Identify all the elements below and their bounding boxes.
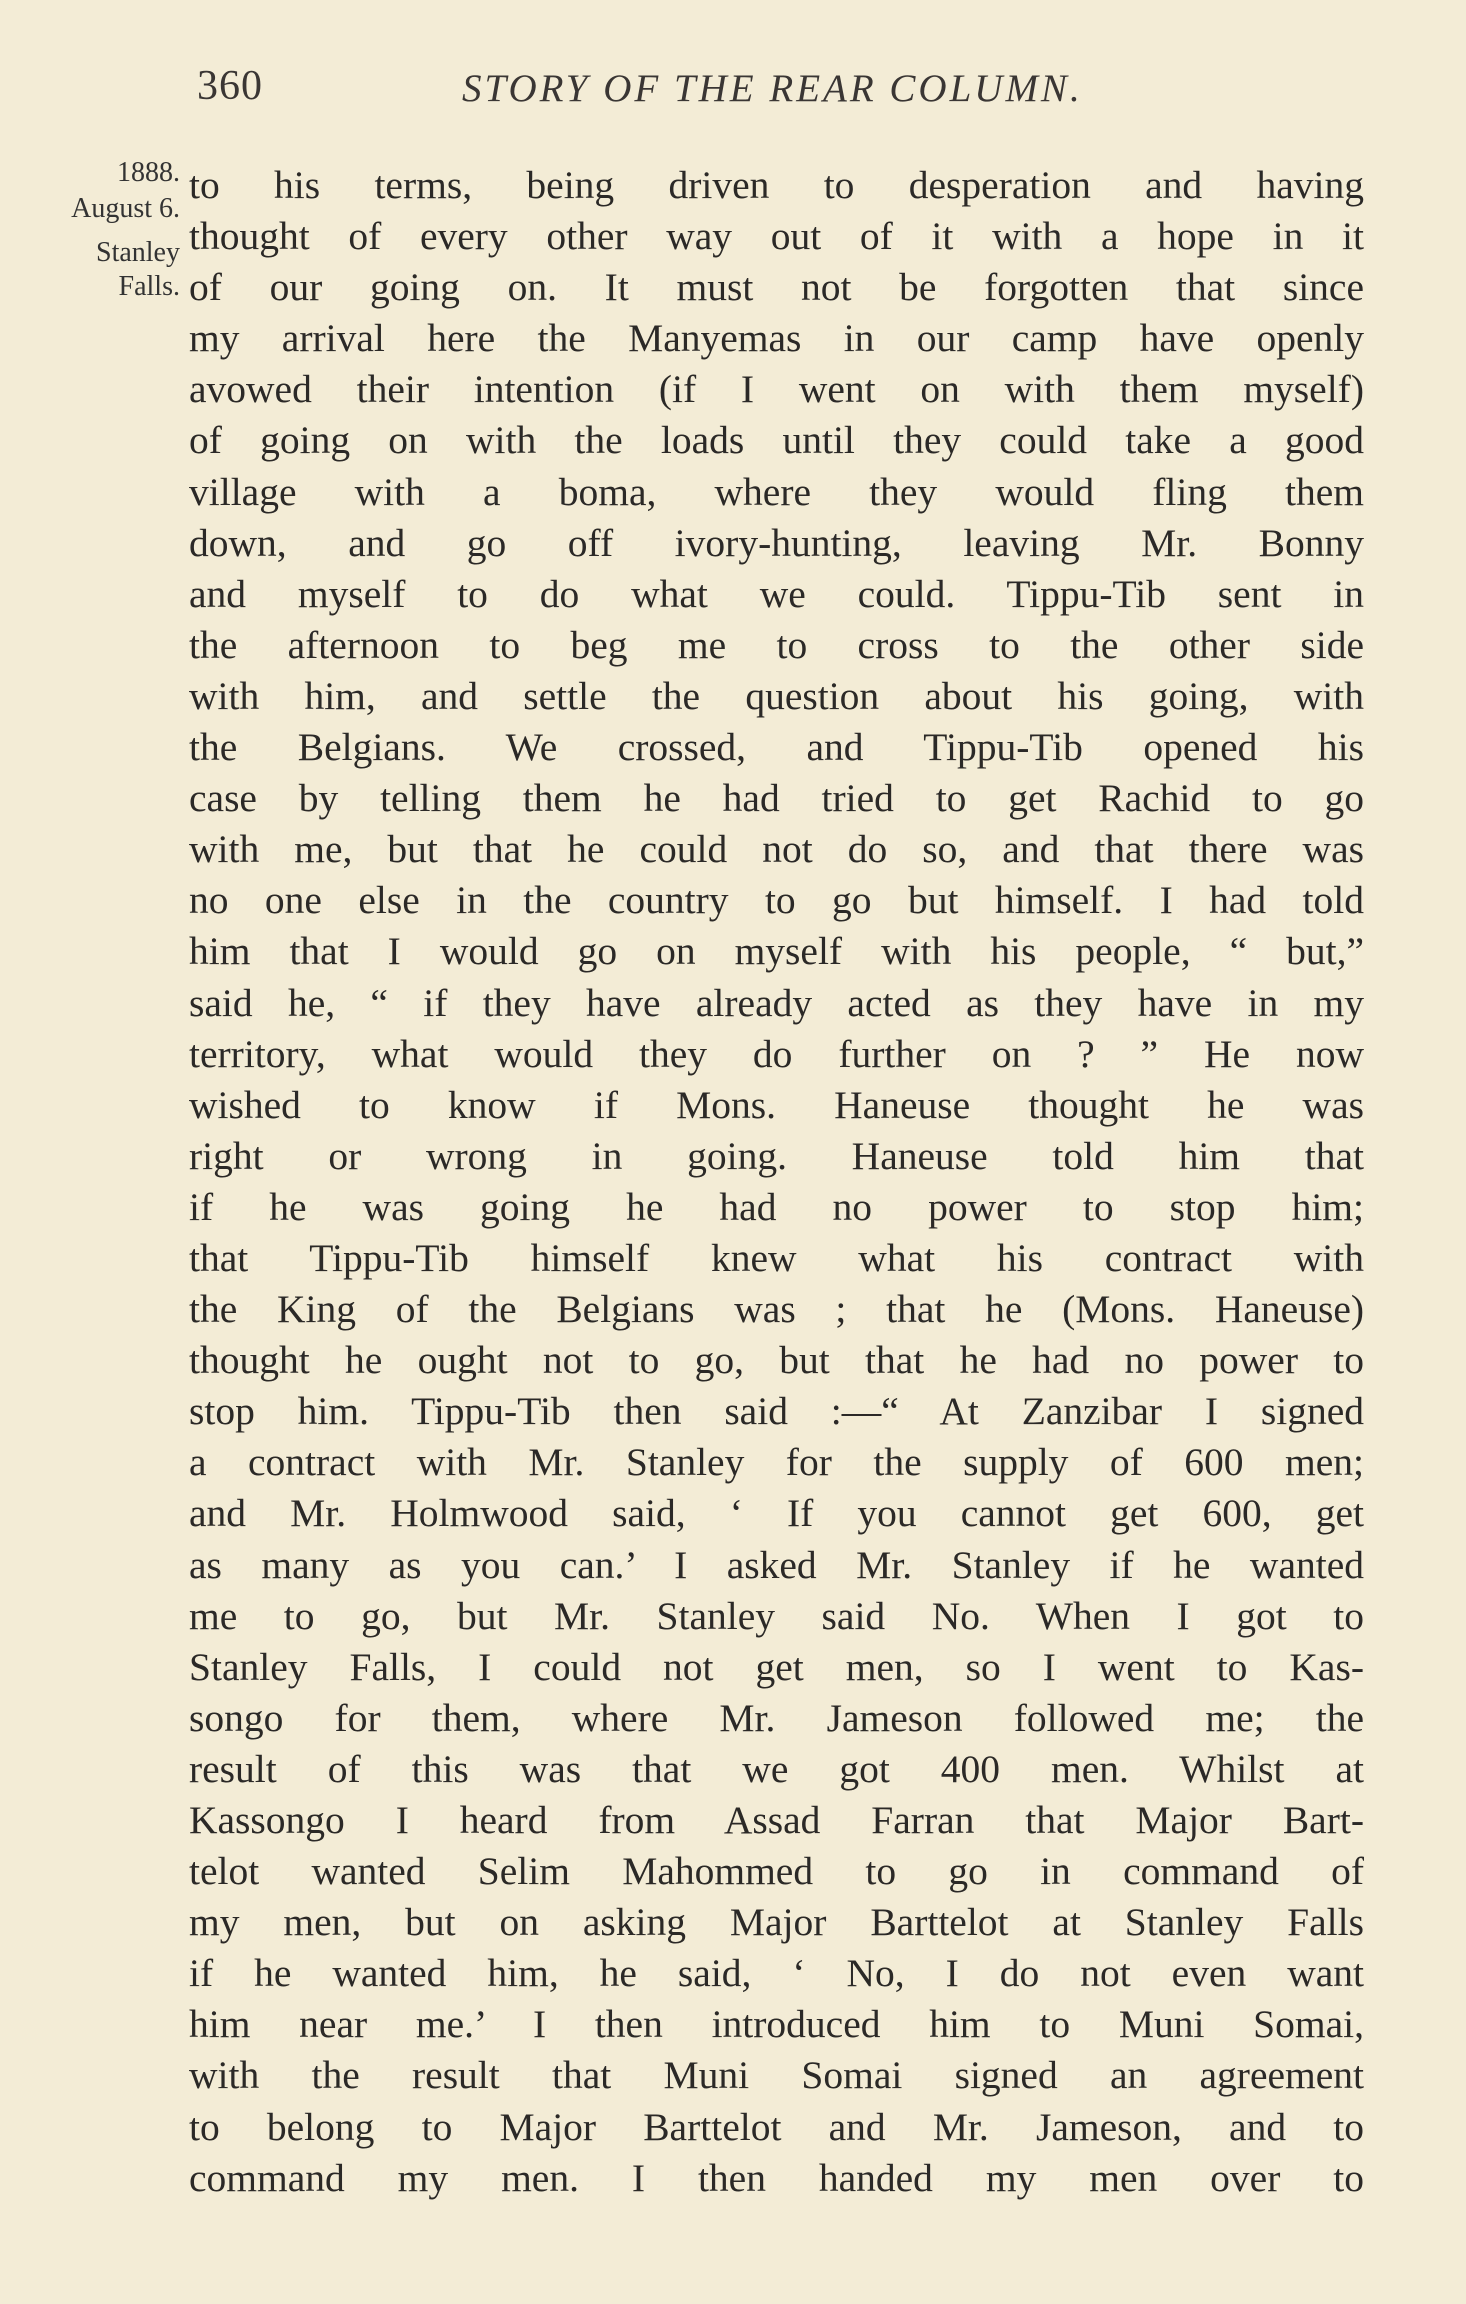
- text-line: and myself to do what we could. Tippu-Tib sent in: [189, 571, 1364, 616]
- text-line: of our going on. It must not be forgotten that since: [189, 265, 1364, 310]
- text-line: me to go, but Mr. Stanley said No. When I got to: [189, 1593, 1364, 1638]
- text-line: the King of the Belgians was ; that he (Mons. Haneuse): [189, 1287, 1364, 1332]
- text-line: case by telling them he had tried to get Rachid to go: [189, 776, 1364, 821]
- text-line: if he was going he had no power to stop him;: [189, 1184, 1364, 1229]
- margin-note-year: 1888.: [117, 157, 180, 188]
- text-line: wished to know if Mons. Haneuse thought he was: [189, 1082, 1364, 1127]
- text-line: command my men. I then handed my men over to: [189, 2155, 1364, 2200]
- text-line: with him, and settle the question about his going, with: [189, 673, 1364, 718]
- text-line: of going on with the loads until they could take a good: [189, 418, 1364, 463]
- text-line: no one else in the country to go but himself. I had told: [189, 878, 1364, 923]
- text-line: down, and go off ivory-hunting, leaving Mr. Bonny: [189, 520, 1364, 565]
- text-line: if he wanted him, he said, ‘ No, I do not even want: [189, 1951, 1364, 1996]
- text-line: my men, but on asking Major Barttelot at Stanley Falls: [189, 1900, 1364, 1945]
- text-line: to belong to Major Barttelot and Mr. Jameson, and to: [189, 2104, 1364, 2149]
- text-line: my arrival here the Manyemas in our camp have openly: [189, 316, 1364, 361]
- text-line: said he, “ if they have already acted as they have in my: [189, 980, 1364, 1025]
- text-line: him that I would go on myself with his people, “ but,”: [189, 929, 1364, 974]
- text-line: a contract with Mr. Stanley for the supply of 600 men;: [189, 1440, 1364, 1485]
- running-title: STORY OF THE REAR COLUMN.: [462, 67, 1083, 110]
- body-text: [189, 160, 1364, 2204]
- text-line: stop him. Tippu-Tib then said :—“ At Zanzibar I signed: [189, 1389, 1364, 1434]
- text-line: right or wrong in going. Haneuse told him that: [189, 1133, 1364, 1178]
- text-line: that Tippu-Tib himself knew what his contract with: [189, 1235, 1364, 1280]
- margin-note-place: Stanley: [96, 237, 180, 268]
- margin-note-date: August 6.: [71, 193, 180, 224]
- text-line: songo for them, where Mr. Jameson followed me; the: [189, 1695, 1364, 1740]
- page-number: 360: [197, 63, 263, 109]
- text-line: thought of every other way out of it with a hope in it: [189, 214, 1364, 259]
- text-line: telot wanted Selim Mahommed to go in command of: [189, 1849, 1364, 1894]
- text-line: the Belgians. We crossed, and Tippu-Tib opened his: [189, 725, 1364, 770]
- text-line: Stanley Falls, I could not get men, so I went to Kas-: [189, 1644, 1364, 1689]
- text-line: him near me.’ I then introduced him to Muni Somai,: [189, 2002, 1364, 2047]
- text-line: with the result that Muni Somai signed an agreement: [189, 2053, 1364, 2098]
- text-line: avowed their intention (if I went on with them myself): [189, 367, 1364, 412]
- margin-note-place-cont: Falls.: [118, 271, 180, 302]
- text-line: the afternoon to beg me to cross to the other side: [189, 622, 1364, 667]
- text-line: village with a boma, where they would fling them: [189, 469, 1364, 514]
- text-line: to his terms, being driven to desperation and having: [189, 163, 1364, 207]
- text-line: as many as you can.’ I asked Mr. Stanley if he wanted: [189, 1542, 1364, 1587]
- text-line: Kassongo I heard from Assad Farran that Major Bart-: [189, 1798, 1364, 1842]
- text-line: and Mr. Holmwood said, ‘ If you cannot get 600, get: [189, 1491, 1364, 1536]
- text-line: thought he ought not to go, but that he had no power to: [189, 1338, 1364, 1383]
- text-line: with me, but that he could not do so, and that there was: [189, 827, 1364, 872]
- text-line: result of this was that we got 400 men. Whilst at: [189, 1746, 1364, 1791]
- text-line: territory, what would they do further on ? ” He now: [189, 1031, 1364, 1076]
